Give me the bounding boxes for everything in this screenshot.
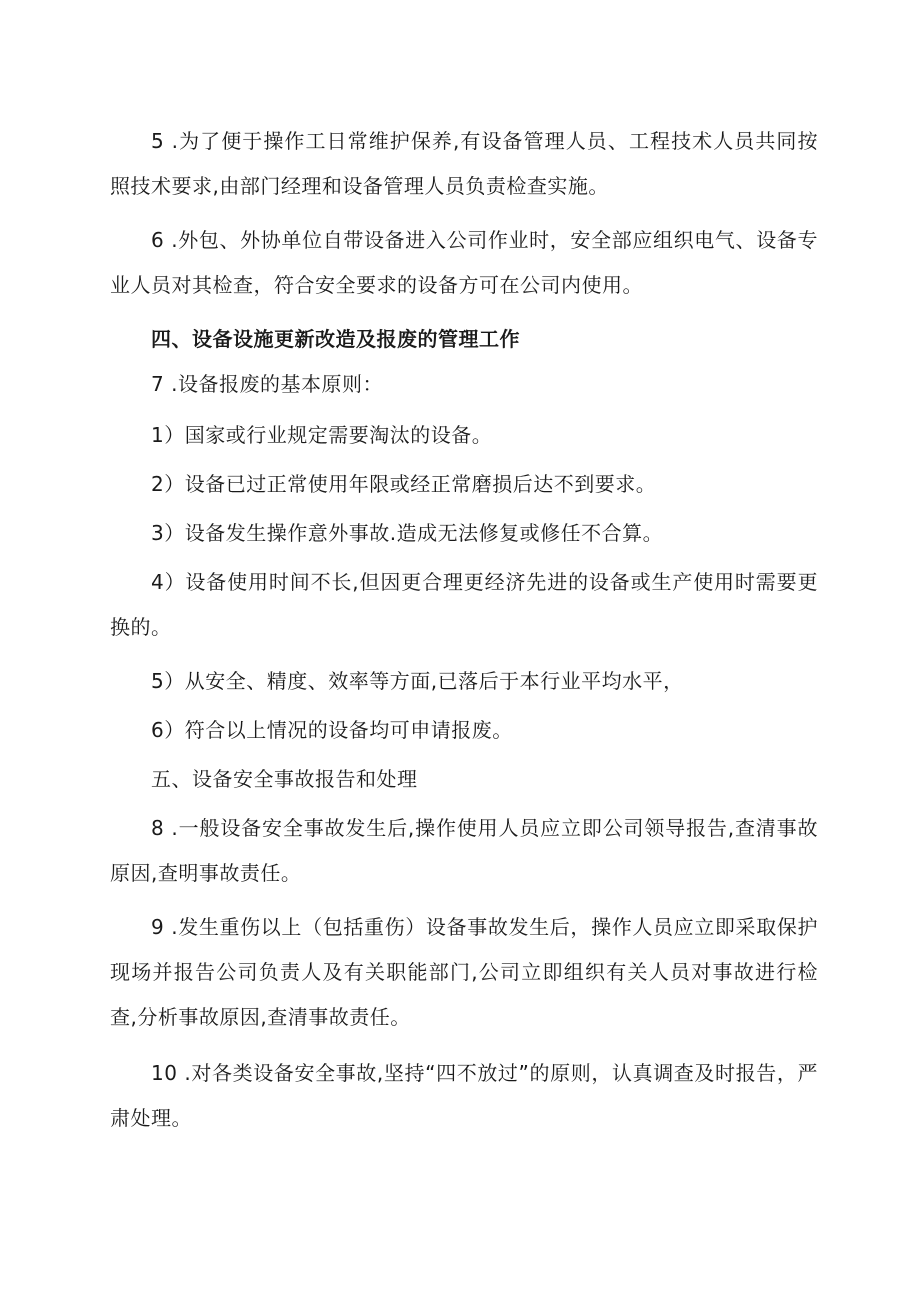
paragraph-item-9: 9 .发生重伤以上（包括重伤）设备事故发生后，操作人员应立即采取保护现场并报告公司负责人及有关职能部门,公司立即组织有关人员对事故进行检查,分析事故原因,查清事故责任。 — [110, 915, 818, 1029]
list-item-4: 4）设备使用时间不长,但因更合理更经济先进的设备或生产使用时需要更换的。 — [110, 570, 818, 639]
paragraph-item-8: 8 .一般设备安全事故发生后,操作使用人员应立即公司领导报告,查清事故原因,查明事故责任。 — [110, 816, 818, 885]
list-item-1: 1）国家或行业规定需要淘汰的设备。 — [151, 423, 493, 447]
paragraph-item-6: 6 .外包、外协单位自带设备进入公司作业时，安全部应组织电气、设备专业人员对其检查，符合安全要求的设备方可在公司内使用。 — [110, 228, 818, 297]
paragraph-item-7: 7 .设备报废的基本原则： — [151, 372, 383, 396]
list-item-5: 5）从安全、精度、效率等方面,已落后于本行业平均水平， — [151, 669, 684, 693]
list-item-3: 3）设备发生操作意外事故.造成无法修复或修任不合算。 — [151, 521, 664, 545]
list-item-6: 6）符合以上情况的设备均可申请报废。 — [151, 718, 513, 742]
list-item-2: 2）设备已过正常使用年限或经正常磨损后达不到要求。 — [151, 472, 657, 496]
section-heading-4: 四、设备设施更新改造及报废的管理工作 — [151, 327, 520, 351]
section-heading-5: 五、设备安全事故报告和处理 — [151, 767, 418, 791]
paragraph-item-10: 10 .对各类设备安全事故,坚持“四不放过”的原则，认真调查及时报告，严肃处理。 — [110, 1061, 818, 1130]
paragraph-item-5: 5 .为了便于操作工日常维护保养,有设备管理人员、工程技术人员共同按照技术要求,由部门经理和设备管理人员负责检查实施。 — [110, 129, 818, 198]
